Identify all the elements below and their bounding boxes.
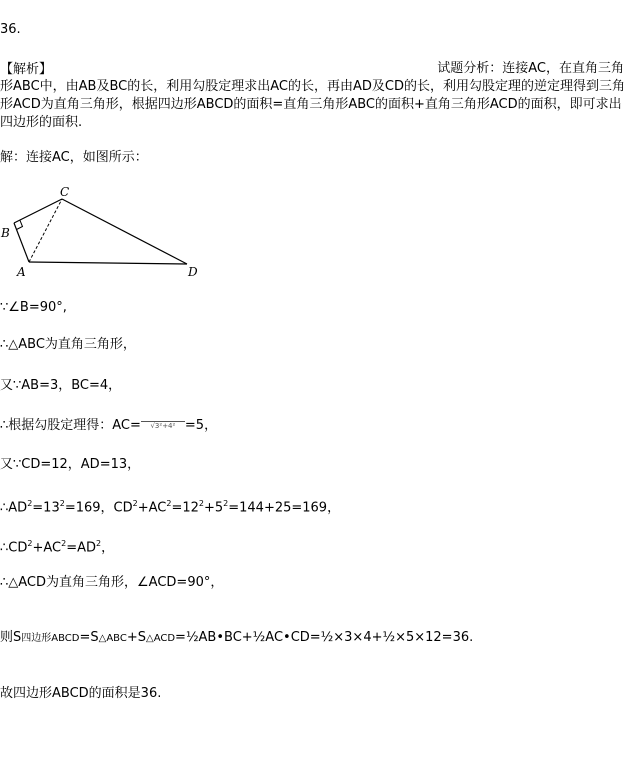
edge-ab [14, 223, 29, 262]
answer: 36. [0, 22, 21, 37]
step-4: ∴根据勾股定理得：AC= √3²+4² =5， [0, 418, 218, 433]
step-5: 又∵CD=12，AD=13， [0, 457, 141, 472]
step-1: ∵∠B=90°, [0, 300, 67, 315]
step-8: ∴△ACD为直角三角形，∠ACD=90°， [0, 575, 224, 590]
step-3: 又∵AB=3，BC=4， [0, 378, 122, 393]
edge-cd [62, 199, 187, 264]
quadrilateral-diagram [0, 185, 210, 280]
edge-ad [29, 262, 187, 264]
label-a: A [17, 265, 26, 279]
label-c: C [60, 185, 70, 199]
step-9: 则S四边形ABCD=S△ABC+S△ACD=½AB•BC+½AC•CD=½×3×4+½×5×12=36. [0, 630, 474, 645]
analysis-tag: 【解析】 [0, 62, 53, 77]
analysis-head: 试题分析：连接AC，在直角三角 [437, 61, 624, 76]
solution-intro: 解：连接AC，如图所示： [0, 150, 148, 165]
edge-bc [14, 199, 62, 223]
sqrt-expression: √3²+4² [141, 421, 185, 431]
step-7: $\therefore CD^2+AC^2=AD^2$， [0, 539, 115, 556]
label-b: B [1, 226, 10, 240]
step-6: $\therefore AD^2=13^2=169$，$CD^2+AC^2=12^2+5^2=144+25=169$， [0, 499, 341, 516]
step-2: ∴△ABC为直角三角形， [0, 337, 136, 352]
diagonal-ac [29, 199, 62, 262]
conclusion: 故四边形ABCD的面积是36. [0, 686, 162, 701]
label-d: D [188, 265, 198, 279]
analysis-body: 形ABC中，由AB及BC的长，利用勾股定理求出AC的长，再由AD及CD的长，利用勾股定理的逆定理得到三角形ACD为直角三角形，根据四边形ABCD的面积=直角三角形ABC的面积+直角三角形ACD的面积，即可求出四边形的面积. [0, 79, 625, 130]
